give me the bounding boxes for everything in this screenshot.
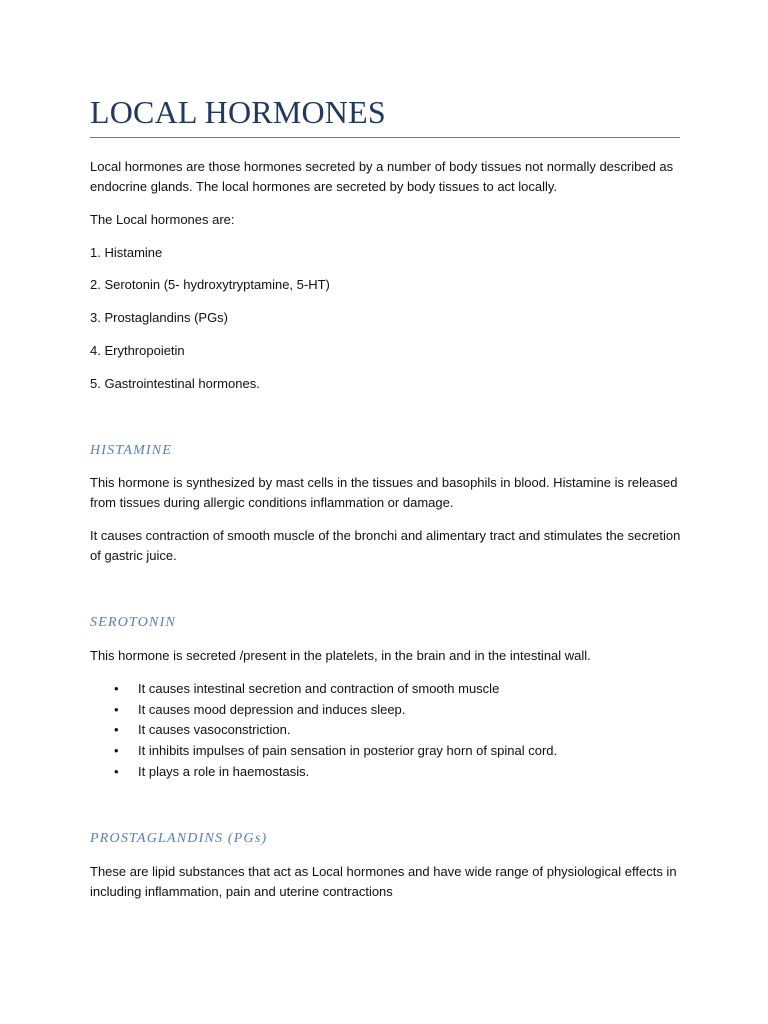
- section-heading-prostaglandins: PROSTAGLANDINS (PGs): [90, 831, 268, 846]
- serotonin-bullet-list: [90, 679, 682, 783]
- list-item: [90, 720, 682, 741]
- hormone-list-item: 4. Erythropoietin: [90, 343, 185, 358]
- bullet-text: It inhibits impulses of pain sensation in posterior gray horn of spinal cord.: [138, 743, 558, 759]
- bullet-icon: •: [114, 743, 119, 759]
- bullet-icon: •: [114, 681, 119, 696]
- prostaglandins-paragraph: These are lipid substances that act as Local hormones and have wide range of physiological effects in including inflammation, pain and uterine contractions: [90, 864, 677, 899]
- serotonin-intro: This hormone is secreted /present in the platelets, in the brain and in the intestinal wall.: [90, 648, 591, 663]
- hormone-list-item: 2. Serotonin (5- hydroxytryptamine, 5-HT): [90, 277, 330, 292]
- bullet-icon: •: [114, 763, 119, 779]
- list-item: [90, 762, 682, 783]
- document-title: LOCAL HORMONES: [90, 94, 680, 138]
- bullet-icon: •: [114, 701, 119, 717]
- histamine-paragraph: It causes contraction of smooth muscle of the bronchi and alimentary tract and stimulates the secretion of gastric juice.: [90, 528, 681, 563]
- hormone-list-item: 3. Prostaglandins (PGs): [90, 310, 229, 325]
- hormone-list-item: 5. Gastrointestinal hormones.: [90, 376, 260, 391]
- list-item: [90, 679, 682, 700]
- intro-paragraph: Local hormones are those hormones secreted by a number of body tissues not normally described as endocrine glands. The local hormones are secreted by body tissues to act locally.: [90, 159, 674, 194]
- section-heading-histamine: HISTAMINE: [90, 443, 173, 458]
- bullet-text: It causes mood depression and induces sleep.: [138, 701, 406, 717]
- list-item: [90, 700, 682, 721]
- bullet-text: It plays a role in haemostasis.: [138, 763, 310, 779]
- histamine-paragraph: This hormone is synthesized by mast cells in the tissues and basophils in blood. Histamine is released from tissues during allergic conditions inflammation or damage.: [90, 475, 678, 510]
- bullet-text: It causes vasoconstriction.: [138, 722, 291, 738]
- hormone-list-item: 1. Histamine: [90, 245, 163, 260]
- list-item: [90, 741, 682, 762]
- bullet-icon: •: [114, 722, 119, 738]
- section-heading-serotonin: SEROTONIN: [90, 615, 176, 630]
- bullet-text: It causes intestinal secretion and contraction of smooth muscle: [138, 681, 500, 696]
- list-intro: The Local hormones are:: [90, 212, 235, 227]
